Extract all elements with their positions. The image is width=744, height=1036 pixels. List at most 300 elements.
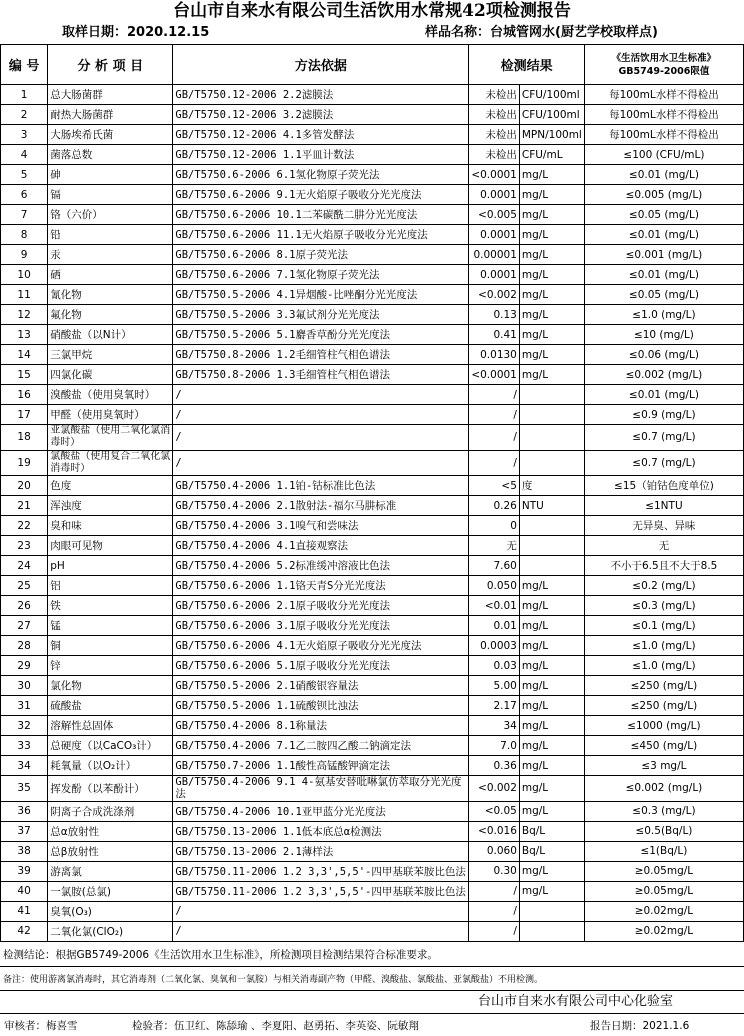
row-number: 29 bbox=[1, 656, 48, 676]
note: 备注：使用游离氯消毒时，其它消毒剂（二氧化氯、臭氧和一氯胺）与相关消毒副产物（甲醛、溴酸盐、氯酸盐、亚氯酸盐）不用检测。 bbox=[3, 975, 544, 985]
row-result: 0.03 bbox=[469, 656, 520, 676]
row-unit bbox=[519, 425, 584, 451]
row-method: GB/T5750.5-2006 1.1硫酸钡比浊法 bbox=[173, 696, 469, 716]
row-unit bbox=[519, 516, 584, 536]
row-unit: mg/L bbox=[519, 245, 584, 265]
row-unit: mg/L bbox=[519, 285, 584, 305]
row-method: GB/T5750.4-2006 7.1乙二胺四乙酸二钠滴定法 bbox=[173, 736, 469, 756]
row-result: 未检出 bbox=[469, 85, 520, 105]
row-result: 未检出 bbox=[469, 105, 520, 125]
row-result: / bbox=[469, 385, 520, 405]
row-number: 10 bbox=[1, 265, 48, 285]
row-method: GB/T5750.8-2006 1.2毛细管柱气相色谱法 bbox=[173, 345, 469, 365]
row-item: 菌落总数 bbox=[48, 145, 173, 165]
row-unit: mg/L bbox=[519, 165, 584, 185]
row-unit: mg/L bbox=[519, 736, 584, 756]
row-item: 耐热大肠菌群 bbox=[48, 105, 173, 125]
row-method: GB/T5750.4-2006 3.1嗅气和尝味法 bbox=[173, 516, 469, 536]
row-method: GB/T5750.4-2006 9.1 4-氨基安替吡啉氯仿萃取分光光度法 bbox=[173, 776, 469, 802]
row-result: 0.26 bbox=[469, 496, 520, 516]
row-item: pH bbox=[48, 556, 173, 576]
row-item: 锰 bbox=[48, 616, 173, 636]
table-header-row bbox=[1, 45, 744, 85]
row-number: 32 bbox=[1, 716, 48, 736]
row-method: GB/T5750.6-2006 7.1氢化物原子荧光法 bbox=[173, 265, 469, 285]
table-row bbox=[1, 205, 744, 225]
table-row bbox=[1, 736, 744, 756]
row-result: 0.060 bbox=[469, 841, 520, 861]
row-limit: ≤0.01 (mg/L) bbox=[584, 165, 743, 185]
header-item: 分 析 项 目 bbox=[48, 45, 173, 85]
header-standard bbox=[584, 45, 743, 85]
row-unit: Bq/L bbox=[519, 841, 584, 861]
table-row bbox=[1, 245, 744, 265]
row-limit: ≥0.02mg/L bbox=[584, 921, 743, 941]
row-unit: mg/L bbox=[519, 861, 584, 881]
table-row bbox=[1, 616, 744, 636]
row-number: 42 bbox=[1, 921, 48, 941]
row-item: 耗氧量（以O₂计） bbox=[48, 756, 173, 776]
row-number: 28 bbox=[1, 636, 48, 656]
table-row bbox=[1, 285, 744, 305]
row-result: 0.050 bbox=[469, 576, 520, 596]
row-unit: mg/L bbox=[519, 776, 584, 802]
row-number: 8 bbox=[1, 225, 48, 245]
row-limit: 无 bbox=[584, 536, 743, 556]
row-item: 游离氯 bbox=[48, 861, 173, 881]
table-row bbox=[1, 861, 744, 881]
row-method: GB/T5750.4-2006 2.1散射法-福尔马肼标准 bbox=[173, 496, 469, 516]
row-unit: mg/L bbox=[519, 616, 584, 636]
row-limit: ≤3 mg/L bbox=[584, 756, 743, 776]
row-result: 0.0130 bbox=[469, 345, 520, 365]
row-item: 总硬度（以CaCO₃计） bbox=[48, 736, 173, 756]
table-row bbox=[1, 716, 744, 736]
row-number: 35 bbox=[1, 776, 48, 802]
row-limit: ≤1(Bq/L) bbox=[584, 841, 743, 861]
row-unit bbox=[519, 536, 584, 556]
row-limit: ≤0.5(Bq/L) bbox=[584, 821, 743, 841]
table-row bbox=[1, 756, 744, 776]
divider bbox=[0, 966, 744, 967]
row-limit: ≤100 (CFU/mL) bbox=[584, 145, 743, 165]
row-number: 9 bbox=[1, 245, 48, 265]
row-item: 总大肠菌群 bbox=[48, 85, 173, 105]
row-result: 34 bbox=[469, 716, 520, 736]
row-method: GB/T5750.13-2006 2.1薄样法 bbox=[173, 841, 469, 861]
row-unit: Bq/L bbox=[519, 821, 584, 841]
table-row bbox=[1, 345, 744, 365]
table-row bbox=[1, 225, 744, 245]
row-item: 肉眼可见物 bbox=[48, 536, 173, 556]
row-unit bbox=[519, 385, 584, 405]
row-number: 38 bbox=[1, 841, 48, 861]
row-item: 大肠埃希氏菌 bbox=[48, 125, 173, 145]
row-result: / bbox=[469, 881, 520, 901]
row-limit: ≤0.3 (mg/L) bbox=[584, 596, 743, 616]
table-row bbox=[1, 305, 744, 325]
table-row bbox=[1, 656, 744, 676]
row-number: 2 bbox=[1, 105, 48, 125]
row-unit bbox=[519, 556, 584, 576]
row-number: 25 bbox=[1, 576, 48, 596]
row-limit: ≤1NTU bbox=[584, 496, 743, 516]
row-limit: ≤0.3 (mg/L) bbox=[584, 801, 743, 821]
row-method: GB/T5750.12-2006 4.1多管发酵法 bbox=[173, 125, 469, 145]
row-result: / bbox=[469, 921, 520, 941]
row-item: 氟化物 bbox=[48, 305, 173, 325]
row-method: GB/T5750.5-2006 4.1异烟酸-比唑酮分光光度法 bbox=[173, 285, 469, 305]
row-limit: ≤0.7 (mg/L) bbox=[584, 450, 743, 476]
row-method: GB/T5750.5-2006 2.1硝酸银容量法 bbox=[173, 676, 469, 696]
row-limit: 每100mL水样不得检出 bbox=[584, 85, 743, 105]
row-result: 5.00 bbox=[469, 676, 520, 696]
row-unit: mg/L bbox=[519, 756, 584, 776]
row-method: GB/T5750.4-2006 1.1铂-钴标准比色法 bbox=[173, 476, 469, 496]
row-unit: CFU/100ml bbox=[519, 85, 584, 105]
row-result: 0.41 bbox=[469, 325, 520, 345]
row-number: 36 bbox=[1, 801, 48, 821]
row-number: 5 bbox=[1, 165, 48, 185]
row-limit: 每100mL水样不得检出 bbox=[584, 105, 743, 125]
table-row bbox=[1, 405, 744, 425]
row-number: 39 bbox=[1, 861, 48, 881]
row-method: GB/T5750.6-2006 5.1原子吸收分光光度法 bbox=[173, 656, 469, 676]
row-number: 37 bbox=[1, 821, 48, 841]
row-unit: mg/L bbox=[519, 365, 584, 385]
row-method: GB/T5750.5-2006 3.3氟试剂分光光度法 bbox=[173, 305, 469, 325]
table-body bbox=[1, 85, 744, 942]
row-limit: ≤0.06 (mg/L) bbox=[584, 345, 743, 365]
row-method: GB/T5750.6-2006 8.1原子荧光法 bbox=[173, 245, 469, 265]
row-number: 11 bbox=[1, 285, 48, 305]
row-item: 三氯甲烷 bbox=[48, 345, 173, 365]
header-method: 方法依据 bbox=[173, 45, 469, 85]
row-result: 无 bbox=[469, 536, 520, 556]
row-unit: 度 bbox=[519, 476, 584, 496]
row-unit bbox=[519, 405, 584, 425]
row-limit: ≤0.7 (mg/L) bbox=[584, 425, 743, 451]
header-standard-line1: 《生活饮用水卫生标准》 bbox=[611, 52, 717, 64]
row-unit: mg/L bbox=[519, 205, 584, 225]
row-method: GB/T5750.4-2006 10.1亚甲蓝分光光度法 bbox=[173, 801, 469, 821]
row-limit: ≤10 (mg/L) bbox=[584, 325, 743, 345]
header-no: 编 号 bbox=[1, 45, 48, 85]
row-limit: ≤0.9 (mg/L) bbox=[584, 405, 743, 425]
row-limit: ≤1.0 (mg/L) bbox=[584, 656, 743, 676]
row-result: 未检出 bbox=[469, 145, 520, 165]
row-method: GB/T5750.7-2006 1.1酸性高锰酸钾滴定法 bbox=[173, 756, 469, 776]
table-row bbox=[1, 881, 744, 901]
row-unit: mg/L bbox=[519, 596, 584, 616]
table-row bbox=[1, 476, 744, 496]
row-limit: ≤0.1 (mg/L) bbox=[584, 616, 743, 636]
header-result: 检测结果 bbox=[469, 45, 585, 85]
row-unit: mg/L bbox=[519, 225, 584, 245]
row-method: / bbox=[173, 901, 469, 921]
row-item: 铬（六价） bbox=[48, 205, 173, 225]
row-limit: ≤0.005 (mg/L) bbox=[584, 185, 743, 205]
row-number: 21 bbox=[1, 496, 48, 516]
row-result: <0.01 bbox=[469, 596, 520, 616]
table-row bbox=[1, 165, 744, 185]
row-number: 7 bbox=[1, 205, 48, 225]
row-limit: ≤0.01 (mg/L) bbox=[584, 225, 743, 245]
row-unit: mg/L bbox=[519, 716, 584, 736]
row-result: 0.30 bbox=[469, 861, 520, 881]
row-number: 18 bbox=[1, 425, 48, 451]
row-unit: mg/L bbox=[519, 676, 584, 696]
row-method: GB/T5750.12-2006 3.2滤膜法 bbox=[173, 105, 469, 125]
row-unit: mg/L bbox=[519, 576, 584, 596]
row-number: 41 bbox=[1, 901, 48, 921]
row-item: 浑浊度 bbox=[48, 496, 173, 516]
row-result: / bbox=[469, 450, 520, 476]
row-result: 2.17 bbox=[469, 696, 520, 716]
row-limit: ≤0.001 (mg/L) bbox=[584, 245, 743, 265]
row-result: 0.0001 bbox=[469, 225, 520, 245]
divider bbox=[0, 1013, 744, 1014]
table-row bbox=[1, 676, 744, 696]
report-title: 台山市自来水有限公司生活饮用水常规42项检测报告 bbox=[173, 1, 571, 21]
row-limit: ≤1000 (mg/L) bbox=[584, 716, 743, 736]
table-row bbox=[1, 901, 744, 921]
reviewer: 审核者：梅喜雪 bbox=[4, 1020, 78, 1032]
row-item: 阴离子合成洗涤剂 bbox=[48, 801, 173, 821]
row-method: GB/T5750.4-2006 5.2标准缓冲溶液比色法 bbox=[173, 556, 469, 576]
row-item: 锌 bbox=[48, 656, 173, 676]
row-result: / bbox=[469, 425, 520, 451]
row-method: / bbox=[173, 405, 469, 425]
row-method: GB/T5750.6-2006 3.1原子吸收分光光度法 bbox=[173, 616, 469, 636]
row-number: 3 bbox=[1, 125, 48, 145]
row-unit: mg/L bbox=[519, 305, 584, 325]
table-row bbox=[1, 496, 744, 516]
row-method: GB/T5750.6-2006 9.1无火焰原子吸收分光光度法 bbox=[173, 185, 469, 205]
row-item: 甲醛（使用臭氧时） bbox=[48, 405, 173, 425]
row-unit: CFU/100ml bbox=[519, 105, 584, 125]
row-method: / bbox=[173, 425, 469, 451]
row-item: 溴酸盐（使用臭氧时） bbox=[48, 385, 173, 405]
row-method: / bbox=[173, 385, 469, 405]
row-result: / bbox=[469, 901, 520, 921]
row-unit: mg/L bbox=[519, 636, 584, 656]
row-limit: 不小于6.5且不大于8.5 bbox=[584, 556, 743, 576]
row-item: 铜 bbox=[48, 636, 173, 656]
table-row bbox=[1, 776, 744, 802]
row-limit: ≤0.05 (mg/L) bbox=[584, 205, 743, 225]
row-limit: ≤0.002 (mg/L) bbox=[584, 776, 743, 802]
row-item: 汞 bbox=[48, 245, 173, 265]
row-item: 镉 bbox=[48, 185, 173, 205]
row-limit: ≤450 (mg/L) bbox=[584, 736, 743, 756]
row-result: <0.002 bbox=[469, 776, 520, 802]
row-method: GB/T5750.6-2006 10.1二苯碳酰二肼分光光度法 bbox=[173, 205, 469, 225]
row-item: 臭氧(O₃) bbox=[48, 901, 173, 921]
table-row bbox=[1, 325, 744, 345]
row-number: 30 bbox=[1, 676, 48, 696]
row-result: <0.0001 bbox=[469, 165, 520, 185]
row-number: 16 bbox=[1, 385, 48, 405]
row-item: 一氯胺(总氯) bbox=[48, 881, 173, 901]
row-item: 亚氯酸盐（使用二氧化氯消毒时） bbox=[48, 425, 173, 451]
row-result: 0.00001 bbox=[469, 245, 520, 265]
row-unit bbox=[519, 901, 584, 921]
table-row bbox=[1, 265, 744, 285]
row-result: 未检出 bbox=[469, 125, 520, 145]
row-unit: mg/L bbox=[519, 696, 584, 716]
row-item: 总α放射性 bbox=[48, 821, 173, 841]
table-row bbox=[1, 596, 744, 616]
row-number: 19 bbox=[1, 450, 48, 476]
row-method: / bbox=[173, 450, 469, 476]
table-row bbox=[1, 696, 744, 716]
row-number: 33 bbox=[1, 736, 48, 756]
row-method: GB/T5750.6-2006 4.1无火焰原子吸收分光光度法 bbox=[173, 636, 469, 656]
table-row bbox=[1, 145, 744, 165]
results-table bbox=[0, 44, 744, 942]
row-result: 0.0001 bbox=[469, 185, 520, 205]
row-limit: ≤15（铂钴色度单位) bbox=[584, 476, 743, 496]
row-item: 铝 bbox=[48, 576, 173, 596]
row-method: GB/T5750.12-2006 2.2滤膜法 bbox=[173, 85, 469, 105]
row-item: 挥发酚（以苯酚计） bbox=[48, 776, 173, 802]
row-unit: CFU/mL bbox=[519, 145, 584, 165]
row-method: GB/T5750.4-2006 8.1称量法 bbox=[173, 716, 469, 736]
table-row bbox=[1, 556, 744, 576]
row-number: 6 bbox=[1, 185, 48, 205]
row-number: 23 bbox=[1, 536, 48, 556]
row-number: 40 bbox=[1, 881, 48, 901]
row-result: <0.005 bbox=[469, 205, 520, 225]
row-result: 0.0001 bbox=[469, 265, 520, 285]
row-number: 14 bbox=[1, 345, 48, 365]
row-method: GB/T5750.11-2006 1.2 3,3',5,5'-四甲基联苯胺比色法 bbox=[173, 861, 469, 881]
row-number: 20 bbox=[1, 476, 48, 496]
row-limit: ≤0.05 (mg/L) bbox=[584, 285, 743, 305]
row-item: 铅 bbox=[48, 225, 173, 245]
row-limit: ≤0.002 (mg/L) bbox=[584, 365, 743, 385]
row-limit: ≤0.2 (mg/L) bbox=[584, 576, 743, 596]
sampling-date: 取样日期：2020.12.15 bbox=[62, 25, 210, 40]
divider bbox=[0, 990, 744, 991]
signature-line bbox=[4, 1019, 689, 1034]
row-number: 27 bbox=[1, 616, 48, 636]
row-unit: MPN/100ml bbox=[519, 125, 584, 145]
row-limit: ≥0.02mg/L bbox=[584, 901, 743, 921]
header-standard-line2: GB5749-2006限值 bbox=[618, 65, 710, 77]
row-result: / bbox=[469, 405, 520, 425]
row-limit: ≤0.01 (mg/L) bbox=[584, 265, 743, 285]
table-row bbox=[1, 921, 744, 941]
table-row bbox=[1, 821, 744, 841]
row-limit: ≤250 (mg/L) bbox=[584, 676, 743, 696]
row-number: 13 bbox=[1, 325, 48, 345]
table-row bbox=[1, 385, 744, 405]
row-item: 砷 bbox=[48, 165, 173, 185]
row-number: 4 bbox=[1, 145, 48, 165]
row-number: 26 bbox=[1, 596, 48, 616]
row-result: <0.0001 bbox=[469, 365, 520, 385]
table-row bbox=[1, 536, 744, 556]
lab-name: 台山市自来水有限公司中心化验室 bbox=[478, 994, 674, 1009]
row-item: 氰化物 bbox=[48, 285, 173, 305]
row-number: 34 bbox=[1, 756, 48, 776]
row-number: 12 bbox=[1, 305, 48, 325]
row-number: 15 bbox=[1, 365, 48, 385]
row-result: 0 bbox=[469, 516, 520, 536]
row-limit: 无异臭、异味 bbox=[584, 516, 743, 536]
row-limit: ≤250 (mg/L) bbox=[584, 696, 743, 716]
table-row bbox=[1, 185, 744, 205]
row-number: 1 bbox=[1, 85, 48, 105]
row-result: 0.01 bbox=[469, 616, 520, 636]
row-unit: mg/L bbox=[519, 325, 584, 345]
row-result: <0.002 bbox=[469, 285, 520, 305]
row-limit: ≤0.01 (mg/L) bbox=[584, 385, 743, 405]
row-result: <0.016 bbox=[469, 821, 520, 841]
row-item: 硒 bbox=[48, 265, 173, 285]
table-row bbox=[1, 636, 744, 656]
table-row bbox=[1, 801, 744, 821]
table-row bbox=[1, 365, 744, 385]
row-method: GB/T5750.6-2006 2.1原子吸收分光光度法 bbox=[173, 596, 469, 616]
row-limit: ≥0.05mg/L bbox=[584, 881, 743, 901]
row-unit bbox=[519, 921, 584, 941]
row-unit: mg/L bbox=[519, 656, 584, 676]
row-item: 四氯化碳 bbox=[48, 365, 173, 385]
row-method: GB/T5750.6-2006 11.1无火焰原子吸收分光光度法 bbox=[173, 225, 469, 245]
row-limit: ≥0.05mg/L bbox=[584, 861, 743, 881]
row-number: 17 bbox=[1, 405, 48, 425]
row-limit: 每100mL水样不得检出 bbox=[584, 125, 743, 145]
row-item: 铁 bbox=[48, 596, 173, 616]
row-number: 22 bbox=[1, 516, 48, 536]
table-row bbox=[1, 105, 744, 125]
row-unit: mg/L bbox=[519, 801, 584, 821]
inspectors: 检验者：伍卫红、陈舔瑜 、李夏阳、赵勇拓、李英姿、阮敏翔 bbox=[132, 1020, 419, 1032]
row-method: GB/T5750.5-2006 5.1麝香草酚分光光度法 bbox=[173, 325, 469, 345]
table-row bbox=[1, 425, 744, 451]
row-method: GB/T5750.4-2006 4.1直接观察法 bbox=[173, 536, 469, 556]
row-unit bbox=[519, 450, 584, 476]
row-result: 7.0 bbox=[469, 736, 520, 756]
row-method: GB/T5750.6-2006 1.1铬天青S分光光度法 bbox=[173, 576, 469, 596]
table-row bbox=[1, 576, 744, 596]
row-item: 总β放射性 bbox=[48, 841, 173, 861]
row-result: <0.05 bbox=[469, 801, 520, 821]
row-unit: mg/L bbox=[519, 345, 584, 365]
row-result: 7.60 bbox=[469, 556, 520, 576]
row-unit: mg/L bbox=[519, 265, 584, 285]
row-method: / bbox=[173, 921, 469, 941]
sample-name: 样品名称：台城管网水(厨艺学校取样点) bbox=[425, 25, 658, 40]
row-limit: ≤1.0 (mg/L) bbox=[584, 305, 743, 325]
report-date: 报告日期：2021.1.6 bbox=[590, 1020, 690, 1032]
row-result: 0.0003 bbox=[469, 636, 520, 656]
row-item: 氯化物 bbox=[48, 676, 173, 696]
row-method: GB/T5750.8-2006 1.3毛细管柱气相色谱法 bbox=[173, 365, 469, 385]
row-method: GB/T5750.13-2006 1.1低本底总α检测法 bbox=[173, 821, 469, 841]
row-method: GB/T5750.12-2006 1.1平皿计数法 bbox=[173, 145, 469, 165]
row-unit: mg/L bbox=[519, 185, 584, 205]
row-unit: NTU bbox=[519, 496, 584, 516]
row-item: 氯酸盐（使用复合二氧化氯消毒时） bbox=[48, 450, 173, 476]
row-item: 二氧化氯(ClO₂) bbox=[48, 921, 173, 941]
table-row bbox=[1, 841, 744, 861]
row-method: GB/T5750.6-2006 6.1氢化物原子荧光法 bbox=[173, 165, 469, 185]
row-result: <5 bbox=[469, 476, 520, 496]
